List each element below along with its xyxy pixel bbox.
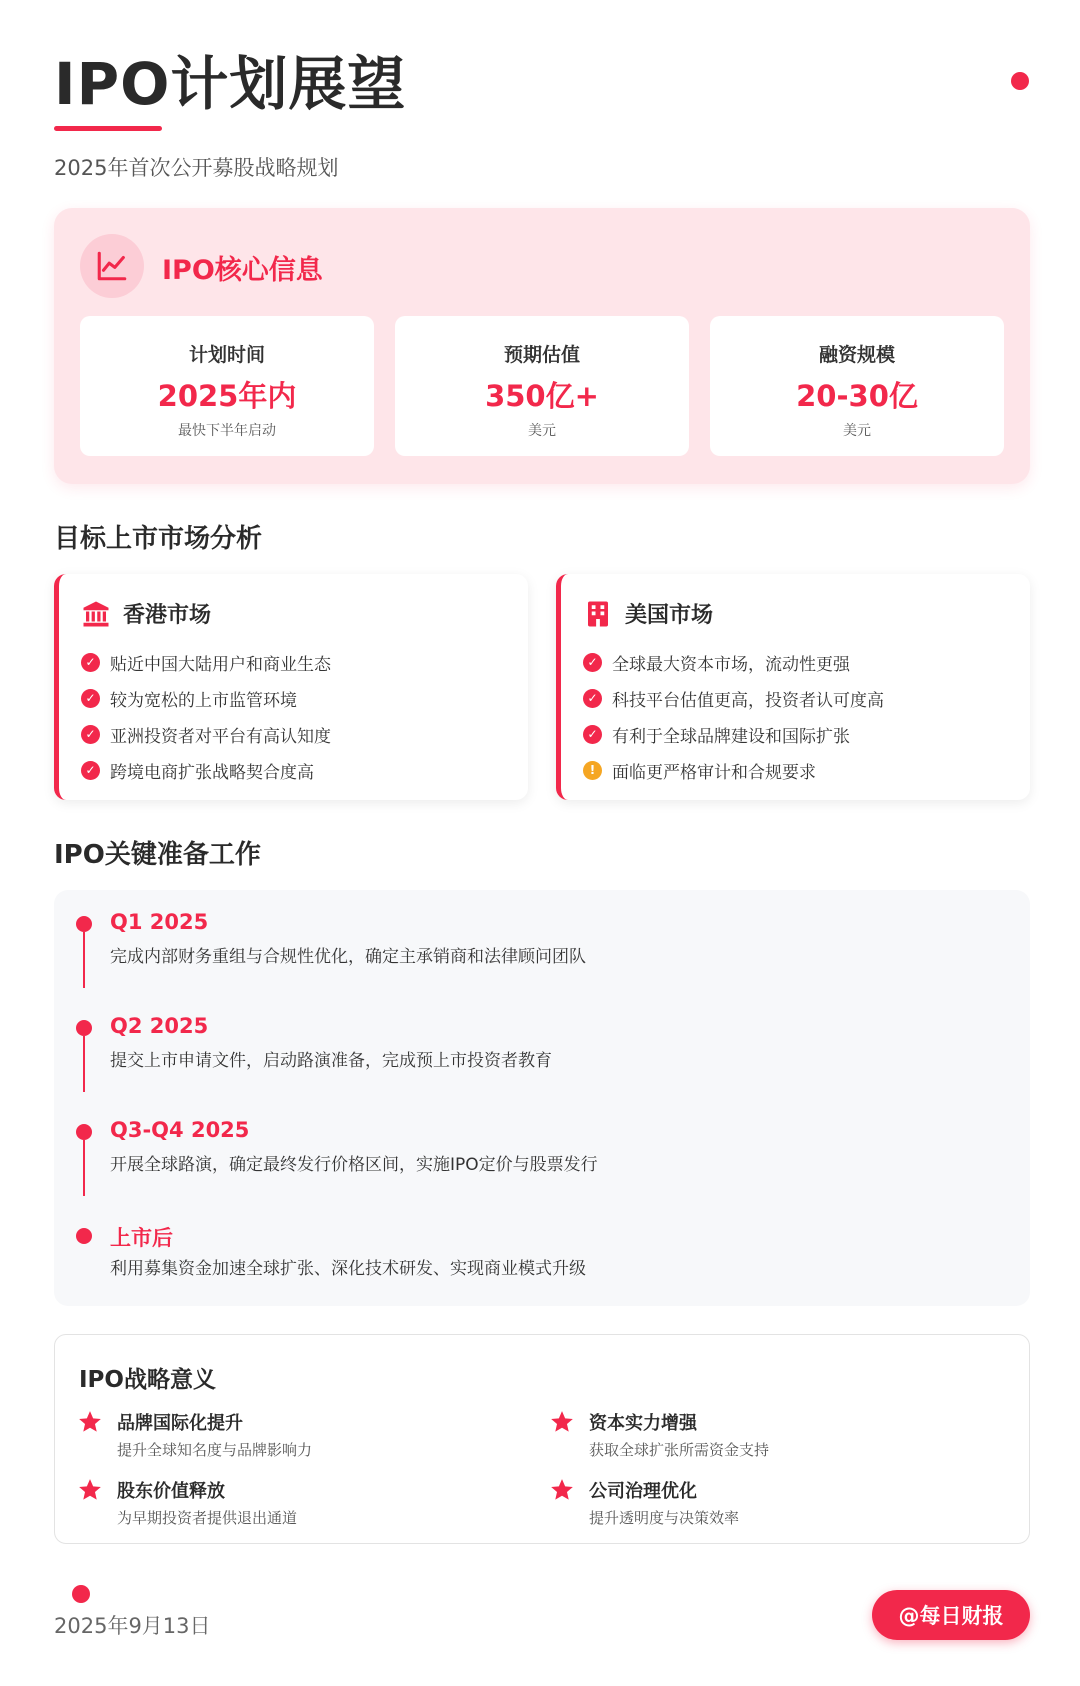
timeline-desc: 利用募集资金加速全球扩张、深化技术研发、实现商业模式升级 bbox=[110, 1259, 586, 1279]
timeline-period: 上市后 bbox=[110, 1226, 173, 1250]
check-circle-icon: ✓ bbox=[81, 725, 100, 744]
timeline-desc: 完成内部财务重组与合规性优化，确定主承销商和法律顾问团队 bbox=[110, 947, 586, 967]
page-title: IPO计划展望 bbox=[54, 50, 407, 118]
strategy-item bbox=[77, 1475, 507, 1531]
check-circle-icon: ✓ bbox=[81, 761, 100, 780]
strategy-item-name: 股东价值释放 bbox=[117, 1481, 225, 1502]
page-subtitle: 2025年首次公开募股战略规划 bbox=[54, 156, 339, 180]
point-text: 有利于全球品牌建设和国际扩张 bbox=[612, 726, 850, 747]
list-item bbox=[81, 716, 331, 752]
list-item bbox=[81, 644, 331, 680]
stat-label: 预期估值 bbox=[503, 344, 580, 366]
stat-note: 美元 bbox=[843, 423, 871, 439]
timeline-connector bbox=[83, 1036, 85, 1092]
footer-decorative-dot bbox=[72, 1585, 90, 1603]
point-text: 面临更严格审计和合规要求 bbox=[612, 762, 816, 783]
list-item bbox=[81, 752, 331, 788]
check-circle-icon: ✓ bbox=[583, 725, 602, 744]
timeline-section-title: IPO关键准备工作 bbox=[54, 840, 261, 870]
stat-label: 融资规模 bbox=[818, 344, 895, 366]
stat-note: 最快下半年启动 bbox=[178, 423, 276, 439]
title-underline bbox=[54, 126, 162, 131]
point-text: 较为宽松的上市监管环境 bbox=[110, 690, 297, 711]
timeline-dot bbox=[76, 1228, 92, 1244]
line-chart-icon bbox=[80, 234, 144, 298]
strategy-item-name: 公司治理优化 bbox=[589, 1481, 697, 1502]
timeline bbox=[54, 890, 1030, 1306]
list-item bbox=[583, 680, 884, 716]
market-header bbox=[81, 598, 211, 629]
core-info-title: IPO核心信息 bbox=[162, 255, 323, 286]
stat-card-financing bbox=[710, 316, 1004, 456]
list-item bbox=[81, 680, 331, 716]
check-circle-icon: ✓ bbox=[583, 653, 602, 672]
timeline-dot bbox=[76, 1124, 92, 1140]
strategy-item-desc: 提升透明度与决策效率 bbox=[589, 1509, 740, 1527]
market-points-list bbox=[583, 644, 884, 788]
timeline-period: Q1 2025 bbox=[110, 910, 209, 934]
star-icon bbox=[77, 1477, 103, 1503]
list-item bbox=[583, 716, 884, 752]
strategy-item-desc: 获取全球扩张所需资金支持 bbox=[589, 1441, 770, 1459]
stat-value: 20-30亿 bbox=[796, 379, 918, 413]
core-info-card bbox=[54, 208, 1030, 484]
timeline-dot bbox=[76, 916, 92, 932]
market-title: 香港市场 bbox=[123, 603, 212, 628]
timeline-connector bbox=[83, 1140, 85, 1196]
strategy-item bbox=[77, 1407, 507, 1463]
check-circle-icon: ✓ bbox=[81, 653, 100, 672]
point-text: 跨境电商扩张战略契合度高 bbox=[110, 762, 314, 783]
strategy-item-desc: 提升全球知名度与品牌影响力 bbox=[117, 1441, 313, 1459]
strategy-item bbox=[549, 1475, 979, 1531]
list-item bbox=[583, 752, 884, 788]
strategy-item bbox=[549, 1407, 979, 1463]
markets-section-title: 目标上市市场分析 bbox=[54, 524, 263, 554]
star-icon bbox=[549, 1477, 575, 1503]
timeline-desc: 开展全球路演，确定最终发行价格区间，实施IPO定价与股票发行 bbox=[110, 1155, 598, 1175]
office-building-icon bbox=[583, 599, 613, 629]
market-card-hongkong bbox=[54, 574, 528, 800]
stat-note: 美元 bbox=[528, 423, 556, 439]
point-text: 贴近中国大陆用户和商业生态 bbox=[110, 654, 331, 675]
stat-card-valuation bbox=[395, 316, 689, 456]
strategy-title: IPO战略意义 bbox=[79, 1367, 216, 1393]
decorative-dot bbox=[1011, 72, 1029, 90]
stat-label: 计划时间 bbox=[188, 344, 265, 366]
market-title: 美国市场 bbox=[625, 603, 714, 628]
point-text: 全球最大资本市场，流动性更强 bbox=[612, 654, 850, 675]
star-icon bbox=[549, 1409, 575, 1435]
stat-card-timing bbox=[80, 316, 374, 456]
footer-date: 2025年9月13日 bbox=[54, 1614, 211, 1638]
point-text: 科技平台估值更高，投资者认可度高 bbox=[612, 690, 884, 711]
timeline-period: Q3-Q4 2025 bbox=[110, 1118, 250, 1142]
stat-value: 350亿+ bbox=[485, 379, 599, 413]
stat-value: 2025年内 bbox=[157, 379, 297, 413]
star-icon bbox=[77, 1409, 103, 1435]
market-points-list bbox=[81, 644, 331, 788]
timeline-desc: 提交上市申请文件，启动路演准备，完成预上市投资者教育 bbox=[110, 1051, 552, 1071]
timeline-period: Q2 2025 bbox=[110, 1014, 209, 1038]
check-circle-icon: ✓ bbox=[81, 689, 100, 708]
strategy-item-name: 品牌国际化提升 bbox=[117, 1413, 243, 1434]
strategy-card bbox=[54, 1334, 1030, 1544]
check-circle-icon: ✓ bbox=[583, 689, 602, 708]
warning-circle-icon: ! bbox=[583, 761, 602, 780]
point-text: 亚洲投资者对平台有高认知度 bbox=[110, 726, 331, 747]
bank-building-icon bbox=[81, 599, 111, 629]
market-header bbox=[583, 598, 713, 629]
brand-badge[interactable]: @每日财报 bbox=[872, 1590, 1030, 1640]
timeline-connector bbox=[83, 932, 85, 988]
market-card-us bbox=[556, 574, 1030, 800]
strategy-item-name: 资本实力增强 bbox=[589, 1413, 697, 1434]
list-item bbox=[583, 644, 884, 680]
strategy-item-desc: 为早期投资者提供退出通道 bbox=[117, 1509, 298, 1527]
timeline-dot bbox=[76, 1020, 92, 1036]
